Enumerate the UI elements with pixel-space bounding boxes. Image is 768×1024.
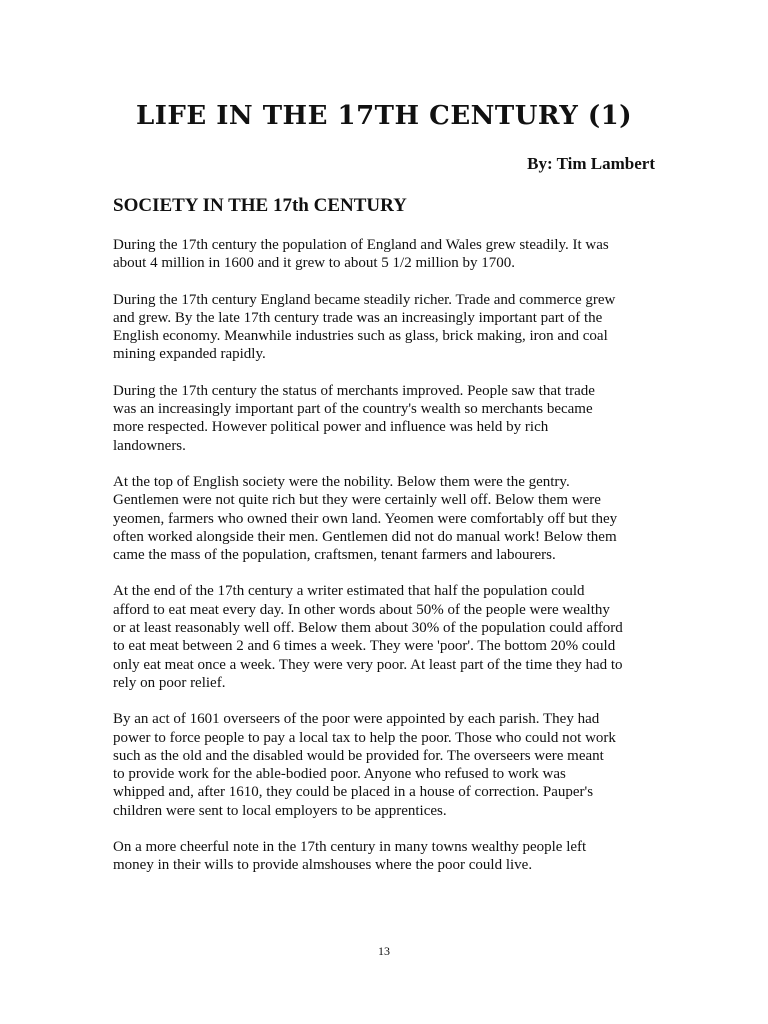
body-text (113, 236, 658, 893)
paragraph: By an act of 1601 overseers of the poor were appointed by each parish. They had power to force people to pay a local tax to help the poor. Those who could not work such as the old and the disabled would be provided for. The overseers were meant to provide work for the able-bodied poor. Anyone who refused to work was whipped and, after 1610, they could be placed in a house of correction. Pauper's children were sent to local employers to be apprentices. (113, 711, 616, 819)
paragraph: During the 17th century the status of merchants improved. People saw that trade was an increasingly important part of the country's wealth so merchants became more respected. However political power and influence was held by rich landowners. (113, 382, 595, 454)
page-number: 13 (378, 944, 390, 958)
author-byline: By: Tim Lambert (527, 154, 655, 173)
paragraph: At the top of English society were the nobility. Below them were the gentry. Gentlemen were not quite rich but they were certainly well off. Below them were yeomen, farmers who owned their own land. Yeomen were comfortably off but they often worked alongside their men. Gentlemen did not do manual work! Below them came the mass of the population, craftsmen, tenant farmers and labourers. (113, 473, 618, 564)
paragraph: During the 17th century the population of England and Wales grew steadily. It was about 4 million in 1600 and it grew to about 5 1/2 million by 1700. (113, 237, 609, 272)
paragraph: At the end of the 17th century a writer estimated that half the population could afford to eat meat every day. In other words about 50% of the people were wealthy or at least reasonably well off. Below them about 30% of the population could afford to eat meat between 2 and 6 times a week. They were 'poor'. The bottom 20% could only eat meat once a week. They were very poor. At least part of the time they had to rely on poor relief. (113, 583, 623, 691)
paragraph: On a more cheerful note in the 17th century in many towns wealthy people left money in their wills to provide almshouses where the poor could live. (113, 839, 587, 874)
section-heading: SOCIETY IN THE 17th CENTURY (113, 195, 407, 216)
paragraph: During the 17th century England became steadily richer. Trade and commerce grew and grew. By the late 17th century trade was an increasingly important part of the English economy. Meanwhile industries such as glass, brick making, iron and coal mining expanded rapidly. (113, 291, 616, 363)
page-title: LIFE IN THE 17TH CENTURY (1) (135, 101, 633, 131)
